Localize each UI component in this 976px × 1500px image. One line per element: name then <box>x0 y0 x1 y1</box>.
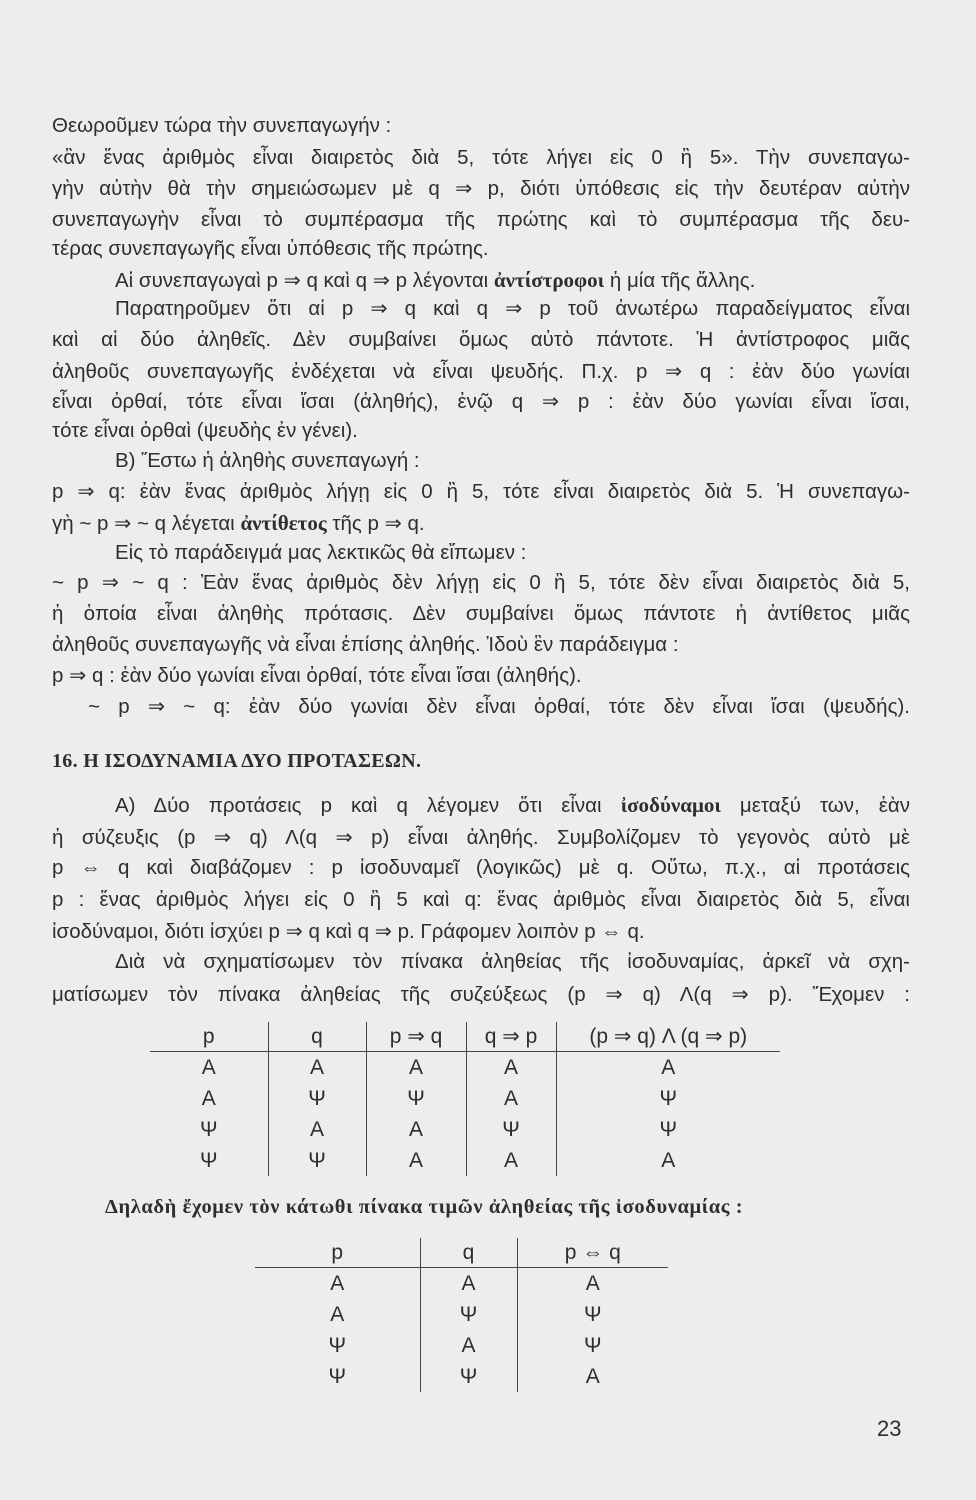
bold-term: ἀντίστροφοι <box>493 268 605 292</box>
text-line: p ⇒ q: ἐὰν ἕνας ἀριθμὸς λήγῃ εἰς 0 ἢ 5, τότε εἶναι διαιρετὸς διὰ 5. Ἡ συνεπαγω- <box>52 480 910 503</box>
column-header: p <box>255 1238 420 1268</box>
table-header-row <box>255 1238 668 1268</box>
truth-table-equivalence <box>255 1238 668 1392</box>
table-cell: Ψ <box>466 1114 556 1145</box>
table-row <box>255 1299 668 1330</box>
text-line: ματίσωμεν τὸν πίνακα ἀληθείας τῆς συζεύξεως (p ⇒ q) Λ(q ⇒ p). Ἔχομεν : <box>52 983 910 1006</box>
table-cell: Α <box>268 1114 366 1145</box>
table-cell: Α <box>201 1086 216 1110</box>
text-line: ~ p ⇒ ~ q : Ἐὰν ἕνας ἀριθμὸς δὲν λήγῃ εἰς 0 ἢ 5, τότε δὲν εἶναι διαιρετὸς διὰ 5, <box>52 571 910 594</box>
text-segment: γὴ ~ p ⇒ ~ q λέγεται <box>52 512 241 535</box>
column-header: (p ⇒ q) Λ (q ⇒ p) <box>556 1022 780 1052</box>
text-line: Β) Ἔστω ἡ ἀληθὴς συνεπαγωγή : <box>115 449 420 472</box>
table-cell: Α <box>420 1268 517 1300</box>
table-cell: Ψ <box>556 1083 780 1114</box>
table-cell: Α <box>366 1052 466 1084</box>
text-segment: τῆς p ⇒ q. <box>326 512 425 535</box>
text-line: p : ἕνας ἀριθμὸς λήγει εἰς 0 ἢ 5 καὶ q: ἕνας ἀριθμὸς εἶναι διαιρετὸς διὰ 5, εἶναι <box>52 888 910 911</box>
table-cell: Α <box>466 1052 556 1084</box>
table-cell: Ψ <box>556 1114 780 1145</box>
column-header: q <box>420 1238 517 1268</box>
text-line: ἀληθοῦς συνεπαγωγῆς νὰ εἶναι ἐπίσης ἀληθής. Ἰδοὺ ἓν παράδειγμα : <box>52 633 679 656</box>
text-line: ἰσοδύναμοι, διότι ἰσχύει p ⇒ q καὶ q ⇒ p. Γράφομεν λοιπὸν p ⇔ q. <box>52 920 645 943</box>
bold-term: ἀντίθετος <box>240 511 327 535</box>
table-cell: Ψ <box>328 1333 347 1357</box>
table-cell: Α <box>366 1114 466 1145</box>
table-cell: Α <box>330 1302 345 1326</box>
text-line: ἡ ὁποία εἶναι ἀληθὴς πρότασις. Δὲν συμβαίνει ὅμως πάντοτε ἡ ἀντίθετος μιᾶς <box>52 602 910 625</box>
table-row <box>255 1268 668 1300</box>
table-cell: Α <box>330 1271 345 1295</box>
column-header: q <box>268 1022 366 1052</box>
table-row <box>150 1145 780 1176</box>
text-segment: μεταξύ των, ἐὰν <box>720 794 910 817</box>
text-line: καὶ αἱ δύο ἀληθεῖς. Δὲν συμβαίνει ὅμως αὐτὸ πάντοτε. Ἡ ἀντίστροφος μιᾶς <box>52 328 910 351</box>
table-cell: Ψ <box>268 1145 366 1176</box>
table-header-row <box>150 1022 780 1052</box>
table-cell: Ψ <box>517 1299 668 1330</box>
page-number: 23 <box>877 1416 902 1441</box>
table-cell: Α <box>556 1145 780 1176</box>
text-line: ~ p ⇒ ~ q: ἐὰν δύο γωνίαι δὲν εἶναι ὀρθαί, τότε δὲν εἶναι ἴσαι (ψευδής). <box>88 695 910 718</box>
table-cell: Ψ <box>420 1361 517 1392</box>
column-header: p <box>150 1022 268 1052</box>
table-cell: Ψ <box>199 1117 218 1141</box>
truth-table-conjunction <box>150 1022 780 1176</box>
text-line <box>52 510 910 537</box>
table-caption: Δηλαδὴ ἔχομεν τὸν κάτωθι πίνακα τιμῶν ἀληθείας τῆς ἰσοδυναμίας : <box>105 1196 744 1218</box>
table-row <box>150 1083 780 1114</box>
table-cell: Α <box>517 1268 668 1300</box>
column-header: p ⇒ q <box>366 1022 466 1052</box>
table-cell: Α <box>268 1052 366 1084</box>
text-line <box>115 792 910 819</box>
table-row <box>255 1361 668 1392</box>
text-line: Εἰς τὸ παράδειγμά μας λεκτικῶς θὰ εἴπωμεν : <box>115 541 527 564</box>
text-line: εἶναι ὀρθαί, τότε εἶναι ἴσαι (ἀληθής), ἐνῷ q ⇒ p : ἐὰν δύο γωνίαι εἶναι ἴσαι, <box>52 390 910 413</box>
table-cell: Α <box>517 1361 668 1392</box>
text-line: Παρατηροῦμεν ὅτι αἱ p ⇒ q καὶ q ⇒ p τοῦ ἀνωτέρω παραδείγματος εἶναι <box>115 297 910 320</box>
text-line: τότε εἶναι ὀρθαὶ (ψευδὴς ἐν γένει). <box>52 419 358 442</box>
text-line: p ⇒ q : ἐὰν δύο γωνίαι εἶναι ὀρθαί, τότε εἶναι ἴσαι (ἀληθής). <box>52 664 582 687</box>
text-line: p ⇔ q καὶ διαβάζομεν : p ἰσοδυναμεῖ (λογικῶς) μὲ q. Οὕτω, π.χ., αἱ προτάσεις <box>52 856 910 879</box>
column-header: p ⇔ q <box>517 1238 668 1268</box>
text-line: γὴν αὐτὴν θὰ τὴν σημειώσωμεν μὲ q ⇒ p, διότι ὑπόθεσις εἰς τὴν δευτέραν αὐτὴν <box>52 177 910 200</box>
table-row <box>150 1052 780 1084</box>
table-cell: Α <box>366 1145 466 1176</box>
table-cell: Ψ <box>268 1083 366 1114</box>
text-line: Θεωροῦμεν τώρα τὴν συνεπαγωγήν : <box>52 114 392 137</box>
text-segment: ἡ μία τῆς ἄλλης. <box>604 269 756 292</box>
table-row <box>255 1330 668 1361</box>
text-line: ἀληθοῦς συνεπαγωγῆς ἐνδέχεται νὰ εἶναι ψευδής. Π.χ. p ⇒ q : ἐὰν δύο γωνίαι <box>52 360 910 383</box>
table-cell: Α <box>466 1145 556 1176</box>
table-row <box>150 1114 780 1145</box>
table-cell: Α <box>420 1330 517 1361</box>
table-cell: Α <box>466 1083 556 1114</box>
text-segment: Αἱ συνεπαγωγαὶ p ⇒ q καὶ q ⇒ p λέγονται <box>115 269 494 292</box>
table-cell: Ψ <box>328 1364 347 1388</box>
table-cell: Α <box>201 1055 216 1079</box>
table-cell: Ψ <box>420 1299 517 1330</box>
text-line: Διὰ νὰ σχηματίσωμεν τὸν πίνακα ἀληθείας τῆς ἰσοδυναμίας, ἀρκεῖ νὰ σχη- <box>115 950 910 973</box>
text-line: τέρας συνεπαγωγῆς εἶναι ὑπόθεσις τῆς πρώτης. <box>52 237 489 260</box>
table-cell: Α <box>556 1052 780 1084</box>
table-cell: Ψ <box>366 1083 466 1114</box>
table-cell: Ψ <box>199 1148 218 1172</box>
text-segment: Α) Δύο προτάσεις p καὶ q λέγομεν ὅτι εἶναι <box>115 794 621 817</box>
text-line: συνεπαγωγὴν εἶναι τὸ συμπέρασμα τῆς πρώτης καὶ τὸ συμπέρασμα τῆς δευ- <box>52 208 910 231</box>
bold-term: ἰσοδύναμοι <box>620 793 721 817</box>
column-header: q ⇒ p <box>466 1022 556 1052</box>
text-line <box>115 267 910 294</box>
text-line: ἡ σύζευξις (p ⇒ q) Λ(q ⇒ p) εἶναι ἀληθής. Συμβολίζομεν τὸ γεγονὸς αὐτὸ μὲ <box>52 826 910 849</box>
table-cell: Ψ <box>517 1330 668 1361</box>
text-line: «ἂν ἕνας ἀριθμὸς εἶναι διαιρετὸς διὰ 5, τότε λήγει εἰς 0 ἢ 5». Τὴν συνεπαγω- <box>52 146 910 169</box>
section-heading: 16. Η ΙΣΟΔΥΝΑΜΙΑ ΔΥΟ ΠΡΟΤΑΣΕΩΝ. <box>52 750 422 772</box>
